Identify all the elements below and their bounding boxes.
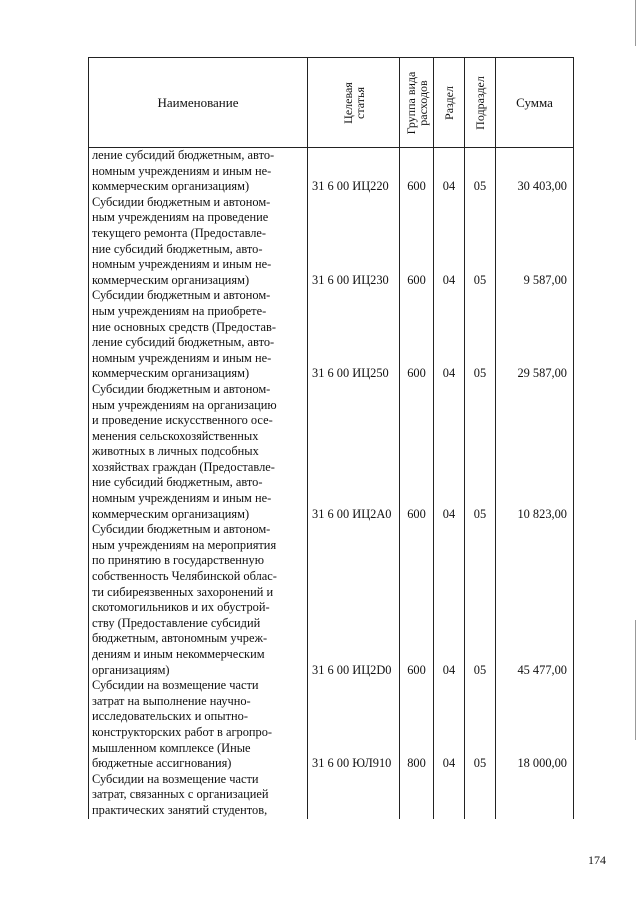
page-number: 174 — [588, 853, 606, 867]
table-row — [89, 382, 574, 522]
row-name-line: затрат, связанных с организацией — [92, 787, 269, 802]
table-row — [89, 195, 574, 289]
budget-table — [88, 57, 574, 819]
row-section — [434, 772, 465, 819]
row-name-line: практических занятий студентов, — [92, 802, 268, 817]
header-subsection — [465, 58, 496, 148]
row-sum: 30 403,00 — [496, 148, 574, 195]
row-name-line: конструкторских работ в агропро- — [92, 724, 273, 739]
row-name-line: организациям) — [92, 662, 170, 677]
scan-edge-mark — [635, 0, 636, 46]
header-subsection-label: Подраздел — [473, 75, 487, 130]
row-name-line: ти сибиреязвенных захоронений и — [92, 584, 274, 599]
row-name-line: по принятию в государственную — [92, 553, 264, 568]
row-name-line: Субсидии бюджетным и автоном- — [92, 288, 271, 303]
row-name — [89, 148, 308, 195]
row-name-line: дениям и иным некоммерческим — [92, 647, 265, 661]
row-name-line: коммерческим организациям) — [92, 506, 250, 521]
row-name-line: ным учреждениям на мероприятия — [92, 537, 277, 552]
header-target-article — [308, 58, 400, 148]
row-name-line: номным учреждениям и иным не- — [92, 491, 272, 506]
row-subsection: 05 — [465, 678, 496, 772]
row-name-line: и проведение искусственного осе- — [92, 413, 273, 428]
row-sum: 45 477,00 — [496, 522, 574, 678]
row-name-line: бюджетным, автономным учреж- — [92, 631, 268, 646]
header-group-line2: расходов — [415, 79, 430, 126]
row-name — [89, 382, 308, 522]
row-name-line: ние основных средств (Предостав- — [92, 319, 276, 334]
row-sum: 18 000,00 — [496, 678, 574, 772]
header-target-line1: Целевая — [340, 81, 355, 124]
row-target-article: 31 6 00 ИЦ2А0 — [308, 382, 400, 522]
header-target-line2: статья — [352, 86, 367, 119]
table-header-row — [89, 58, 574, 148]
row-section: 04 — [434, 522, 465, 678]
row-subsection — [465, 772, 496, 819]
table-row — [89, 772, 574, 819]
row-name — [89, 288, 308, 382]
row-name-line: ным учреждениям на организацию — [92, 397, 277, 412]
row-section: 04 — [434, 678, 465, 772]
row-name-line: коммерческим организациям) — [92, 272, 250, 287]
row-sum — [496, 772, 574, 819]
row-name — [89, 772, 308, 819]
row-name-line: менения сельскохозяйственных — [92, 428, 259, 443]
row-sum: 9 587,00 — [496, 195, 574, 289]
row-subsection: 05 — [465, 148, 496, 195]
row-target-article: 31 6 00 ИЦ250 — [308, 288, 400, 382]
row-name-line: ние субсидий бюджетным, авто- — [92, 241, 263, 256]
row-name-line: ным учреждениям на проведение — [92, 210, 269, 225]
row-expense-group — [400, 772, 434, 819]
row-name-line: Субсидии бюджетным и автоном- — [92, 194, 271, 209]
header-section-label: Раздел — [442, 85, 456, 120]
row-name-line: коммерческим организациям) — [92, 179, 250, 194]
row-expense-group: 600 — [400, 382, 434, 522]
row-section: 04 — [434, 195, 465, 289]
row-sum: 29 587,00 — [496, 288, 574, 382]
header-sum: Сумма — [496, 58, 574, 148]
row-section: 04 — [434, 148, 465, 195]
header-section — [434, 58, 465, 148]
row-target-article: 31 6 00 ИЦ220 — [308, 148, 400, 195]
header-expense-group — [400, 58, 434, 148]
row-name-line: Субсидии бюджетным и автоном- — [92, 381, 271, 396]
row-name-line: текущего ремонта (Предоставле- — [92, 225, 267, 240]
table-row — [89, 678, 574, 772]
row-name-line: ным учреждениям на приобрете- — [92, 303, 267, 318]
row-name-line: номным учреждениям и иным не- — [92, 163, 272, 178]
row-target-article — [308, 772, 400, 819]
row-name-line: коммерческим организациям) — [92, 366, 250, 381]
table-row — [89, 288, 574, 382]
row-name-line: ление субсидий бюджетным, авто- — [92, 148, 275, 162]
row-name-line: ние субсидий бюджетным, авто- — [92, 475, 263, 490]
row-name-line: собственность Челябинской облас- — [92, 569, 277, 584]
row-name-line: хозяйствах граждан (Предоставле- — [92, 459, 275, 474]
row-target-article: 31 6 00 ИЦ230 — [308, 195, 400, 289]
row-name-line: исследовательских и опытно- — [92, 709, 248, 724]
row-subsection: 05 — [465, 382, 496, 522]
row-name-line: Субсидии бюджетным и автоном- — [92, 522, 271, 537]
row-name-line: номным учреждениям и иным не- — [92, 350, 272, 365]
row-section: 04 — [434, 288, 465, 382]
row-name — [89, 195, 308, 289]
scan-edge-mark — [635, 620, 636, 740]
row-expense-group: 600 — [400, 195, 434, 289]
header-group-line1: Группа вида — [403, 71, 418, 134]
row-name-line: Субсидии на возмещение части — [92, 678, 259, 693]
row-name-line: Субсидии на возмещение части — [92, 771, 259, 786]
row-subsection: 05 — [465, 288, 496, 382]
row-name-line: затрат на выполнение научно- — [92, 693, 251, 708]
row-name — [89, 678, 308, 772]
row-name-line: мышленном комплексе (Иные — [92, 740, 251, 755]
row-expense-group: 600 — [400, 288, 434, 382]
row-expense-group: 600 — [400, 522, 434, 678]
row-expense-group: 600 — [400, 148, 434, 195]
row-subsection: 05 — [465, 195, 496, 289]
row-name-line: номным учреждениям и иным не- — [92, 257, 272, 272]
row-section: 04 — [434, 382, 465, 522]
row-target-article: 31 6 00 ЮЛ910 — [308, 678, 400, 772]
row-expense-group: 800 — [400, 678, 434, 772]
row-name-line: ству (Предоставление субсидий — [92, 615, 261, 630]
row-name-line: ление субсидий бюджетным, авто- — [92, 335, 275, 350]
row-name-line: животных в личных подсобных — [92, 444, 259, 459]
row-name — [89, 522, 308, 678]
table-row — [89, 148, 574, 195]
row-sum: 10 823,00 — [496, 382, 574, 522]
row-subsection: 05 — [465, 522, 496, 678]
header-name: Наименование — [89, 58, 308, 148]
row-name-line: бюджетные ассигнования) — [92, 756, 232, 771]
table-row — [89, 522, 574, 678]
row-name-line: скотомогильников и их обустрой- — [92, 600, 270, 615]
row-target-article: 31 6 00 ИЦ2D0 — [308, 522, 400, 678]
